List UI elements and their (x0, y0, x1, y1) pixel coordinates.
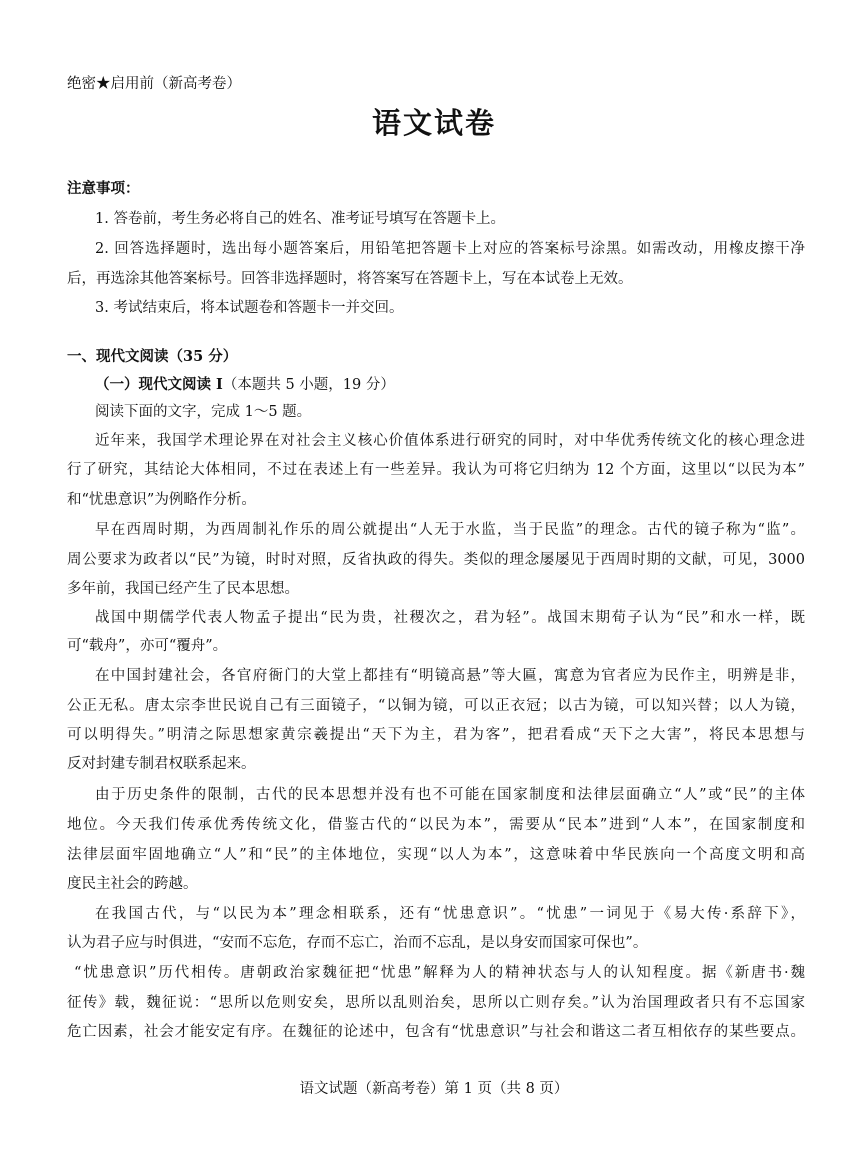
page-title: 语文试卷 (371, 106, 496, 140)
reading-instruction: 阅读下面的文字，完成 1～5 题。 (95, 404, 312, 420)
passage-line: 公正无私。唐太宗李世民说自己有三面镜子，“以铜为镜，可以正衣冠；以古为镜，可以知兴替；以人为镜， (67, 698, 805, 714)
passage-line: 在中国封建社会，各官府衙门的大堂上都挂有“明镜高悬”等大匾，寓意为官者应为民作主，明辨是非， (95, 668, 805, 684)
section-heading: 一、现代文阅读（35 分） (67, 348, 238, 365)
confidential-label: 绝密★启用前（新高考卷） (67, 76, 241, 92)
passage-line: 周公要求为政者以“民”为镜，时时对照，反省执政的得失。类似的理念屡屡见于西周时期的文献，可见，3000 (67, 552, 805, 568)
note-line-3: 后，再选涂其他答案标号。回答非选择题时，将答案写在答题卡上，写在本试卷上无效。 (67, 271, 633, 287)
passage-line: 危亡因素，社会才能安定有序。在魏征的论述中，包含有“忧患意识”与社会和谐这二者互相依存的某些要点。 (67, 1024, 805, 1040)
passage-line: 征传》载，魏征说：“思所以危则安矣，思所以乱则治矣，思所以亡则存矣。”认为治国理政者只有不忘国家 (67, 995, 805, 1011)
passage-line: 近年来，我国学术理论界在对社会主义核心价值体系进行研究的同时，对中华优秀传统文化的核心理念进 (95, 433, 805, 449)
passage-line: 可以明得失。”明清之际思想家黄宗羲提出“天下为主，君为客”，把君看成“天下之大害”，将民本思想与 (67, 727, 805, 743)
subsection-info: （本题共 5 小题，19 分） (222, 377, 395, 393)
note-line-2: 2. 回答选择题时，选出每小题答案后，用铅笔把答题卡上对应的答案标号涂黑。如需改动，用橡皮擦干净 (95, 241, 805, 257)
page-footer: 语文试题（新高考卷）第 1 页（共 8 页） (299, 1081, 569, 1097)
passage-line: 可“载舟”，亦可“覆舟”。 (67, 638, 228, 654)
passage-line: 和“忧患意识”为例略作分析。 (67, 492, 256, 508)
subsection-title: （一）现代文阅读 I (95, 376, 223, 393)
passage-line: 由于历史条件的限制，古代的民本思想并没有也不可能在国家制度和法律层面确立“人”或“民”的主体 (95, 787, 805, 803)
subsection-heading (95, 373, 395, 394)
passage-line: 战国中期儒学代表人物孟子提出“民为贵，社稷次之，君为轻”。战国末期荀子认为“民”和水一样，既 (95, 610, 805, 626)
passage-line: 在我国古代，与“以民为本”理念相联系，还有“忧患意识”。“忧患”一词见于《易大传·系辞下》， (95, 906, 805, 922)
passage-line: 早在西周时期，为西周制礼作乐的周公就提出“人无于水监，当于民监”的理念。古代的镜子称为“监”。 (95, 522, 805, 538)
note-line-1: 1. 答卷前，考生务必将自己的姓名、准考证号填写在答题卡上。 (95, 211, 505, 227)
passage-line: 度民主社会的跨越。 (67, 876, 198, 892)
passage-line: 多年前，我国已经产生了民本思想。 (67, 581, 299, 597)
note-line-4: 3. 考试结束后，将本试题卷和答题卡一并交回。 (95, 300, 404, 316)
passage-line: 地位。今天我们传承优秀传统文化，借鉴古代的“以民为本”，需要从“民本”进到“人本”，在国家制度和 (67, 817, 805, 833)
passage-line: 法律层面牢固地确立“人”和“民”的主体地位，实现“以人为本”，这意味着中华民族向一个高度文明和高 (67, 847, 805, 863)
passage-line: 认为君子应与时俱进，“安而不忘危，存而不忘亡，治而不忘乱，是以身安而国家可保也”。 (67, 935, 648, 951)
passage-line: “忧患意识”历代相传。唐朝政治家魏征把“忧患”解释为人的精神状态与人的认知程度。据《新唐书·魏 (74, 965, 805, 981)
notes-heading: 注意事项： (67, 180, 140, 197)
passage-line: 反对封建专制君权联系起来。 (67, 756, 256, 772)
passage-line: 行了研究，其结论大体相同，不过在表述上有一些差异。我认为可将它归纳为 12 个方面，这里以“以民为本” (67, 462, 805, 478)
